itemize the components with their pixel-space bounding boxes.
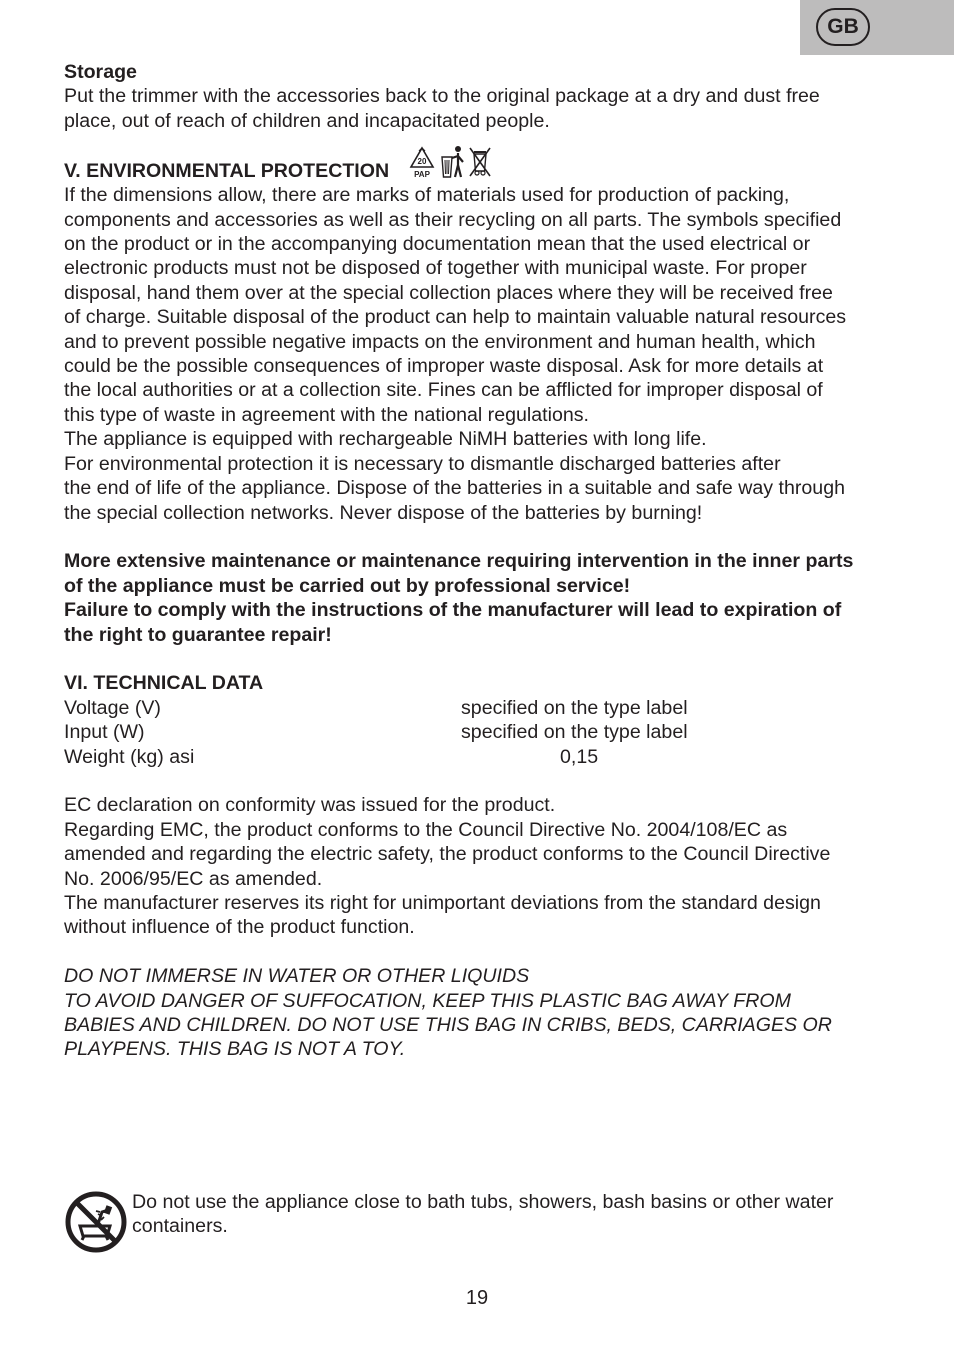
italic-warning-line: TO AVOID DANGER OF SUFFOCATION, KEEP THIS PLASTIC BAG AWAY FROM	[64, 989, 791, 1012]
environment-line: on the product or in the accompanying documentation mean that the used electrical or	[64, 233, 811, 256]
maintenance-line: the right to guarantee repair!	[64, 623, 332, 646]
no-bathtub-icon	[64, 1190, 128, 1254]
recycling-code: 20	[417, 157, 427, 167]
conformity-line: amended and regarding the electric safety, the product conforms to the Council Directive	[64, 843, 831, 866]
maintenance-line: of the appliance must be carried out by professional service!	[64, 574, 631, 597]
environment-line: this type of waste in agreement with the national regulations.	[64, 403, 589, 426]
storage-heading: Storage	[64, 61, 137, 83]
environment-line: of charge. Suitable disposal of the product can help to maintain valuable natural resources	[64, 306, 847, 329]
conformity-line: Regarding EMC, the product conforms to the Council Directive No. 2004/108/EC as	[64, 818, 788, 841]
tech-row-weight	[64, 745, 904, 769]
environment-line: could be the possible consequences of improper waste disposal. Ask for more details at	[64, 355, 824, 378]
language-label: GB	[816, 8, 870, 46]
recycling-label: PAP	[414, 170, 431, 180]
maintenance-line: More extensive maintenance or maintenance requiring intervention in the inner parts	[64, 550, 854, 573]
tech-row-voltage	[64, 696, 904, 720]
tech-label: Input (W)	[64, 721, 145, 744]
water-warning-line: containers.	[132, 1215, 228, 1238]
page-number: 19	[465, 1287, 489, 1309]
water-warning-line: Do not use the appliance close to bath tubs, showers, bash basins or other water	[132, 1191, 834, 1213]
storage-line: place, out of reach of children and incapacitated people.	[64, 109, 550, 132]
storage-section	[64, 60, 904, 133]
water-warning	[64, 1190, 904, 1254]
environment-line: components and accessories as well as their recycling on all parts. The symbols specified	[64, 208, 842, 231]
storage-line: Put the trimmer with the accessories back to the original package at a dry and dust free	[64, 85, 820, 108]
italic-warning-line: BABIES AND CHILDREN. DO NOT USE THIS BAG IN CRIBS, BEDS, CARRIAGES OR	[64, 1013, 832, 1036]
tech-row-input	[64, 720, 904, 744]
environment-line: For environmental protection it is necessary to dismantle discharged batteries after	[64, 452, 781, 475]
tech-value: specified on the type label	[461, 696, 688, 719]
conformity-line: EC declaration on conformity was issued for the product.	[64, 794, 556, 817]
tech-label: Weight (kg) asi	[64, 745, 195, 768]
environment-icons	[407, 145, 493, 179]
tech-label: Voltage (V)	[64, 696, 161, 719]
page-content	[64, 60, 904, 1062]
environment-line: the end of life of the appliance. Dispose of the batteries in a suitable and safe way through	[64, 477, 845, 500]
environment-line: The appliance is equipped with rechargeable NiMH batteries with long life.	[64, 428, 707, 451]
environment-line: the special collection networks. Never dispose of the batteries by burning!	[64, 501, 703, 524]
language-tab	[800, 0, 954, 55]
maintenance-warning	[64, 549, 904, 647]
environment-heading: V. ENVIRONMENTAL PROTECTION	[64, 160, 390, 183]
litter-bin-icon	[439, 145, 465, 179]
conformity-line: without influence of the product function.	[64, 916, 415, 939]
conformity-section	[64, 793, 904, 939]
environment-line: and to prevent possible negative impacts on the environment and human health, which	[64, 330, 816, 353]
environment-section	[64, 147, 904, 525]
conformity-line: The manufacturer reserves its right for unimportant deviations from the standard design	[64, 891, 821, 914]
technical-data-section	[64, 671, 904, 769]
environment-line: the local authorities or at a collection site. Fines can be afflicted for improper disposal of	[64, 379, 823, 402]
environment-line: electronic products must not be disposed of together with municipal waste. For proper	[64, 257, 807, 280]
tech-value: 0,15	[560, 745, 599, 768]
maintenance-line: Failure to comply with the instructions of the manufacturer will lead to expiration of	[64, 599, 842, 622]
italic-warning-line: DO NOT IMMERSE IN WATER OR OTHER LIQUIDS	[64, 965, 530, 988]
italic-warnings	[64, 964, 904, 1062]
crossed-out-bin-icon	[467, 145, 493, 179]
tech-value: specified on the type label	[461, 721, 688, 744]
technical-data-heading: VI. TECHNICAL DATA	[64, 672, 264, 695]
environment-line: disposal, hand them over at the special collection places where they will be received free	[64, 281, 833, 304]
recycling-pap-icon	[407, 145, 437, 179]
environment-line: If the dimensions allow, there are marks of materials used for production of packing,	[64, 184, 790, 207]
conformity-line: No. 2006/95/EC as amended.	[64, 867, 323, 890]
italic-warning-line: PLAYPENS. THIS BAG IS NOT A TOY.	[64, 1038, 406, 1061]
